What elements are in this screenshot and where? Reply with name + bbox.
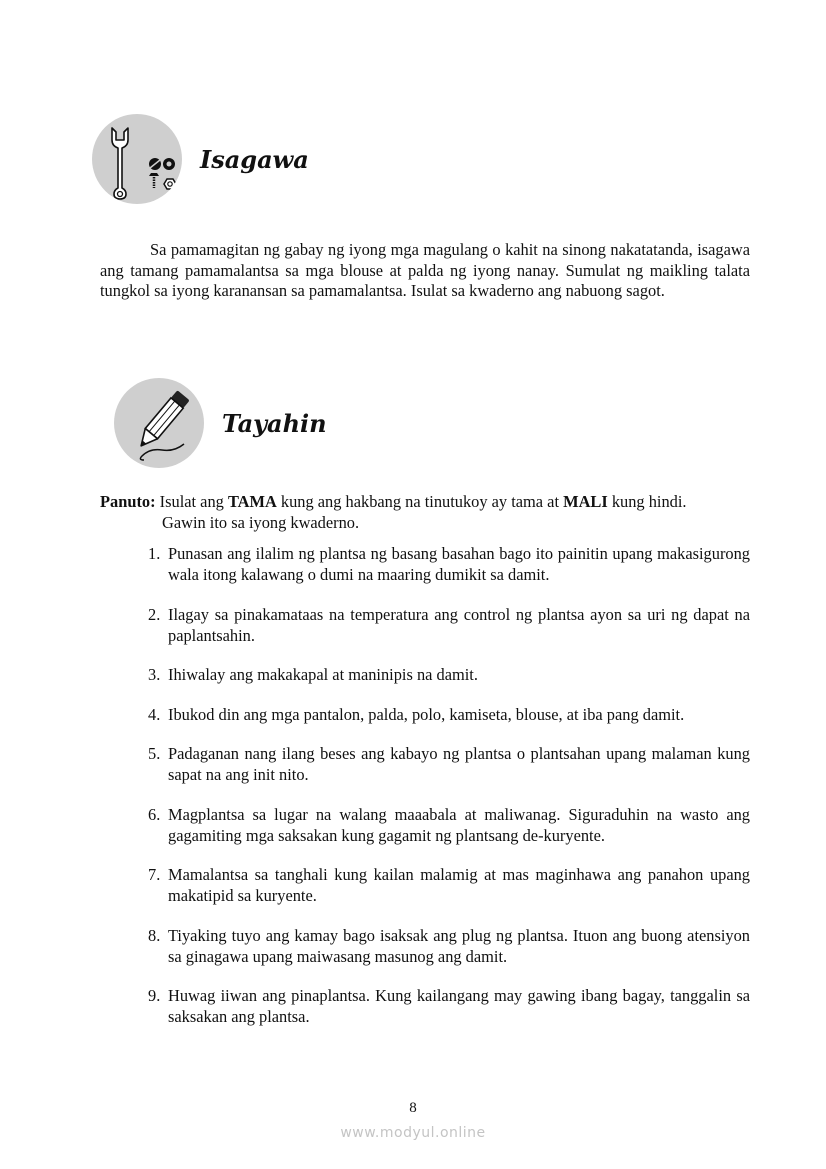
list-item (148, 664, 750, 685)
item-text: Huwag iiwan ang pinaplantsa. Kung kailangang may gawing ibang bagay, tanggalin sa saksakan ang plantsa. (168, 986, 750, 1026)
tayahin-header (114, 378, 327, 468)
item-text: Ihiwalay ang makakapal at maninipis na damit. (168, 665, 478, 684)
item-number: 7. (148, 865, 161, 884)
item-text: Mamalantsa sa tanghali kung kailan malamig at mas maginhawa ang panahon upang makatipid sa kuryente. (168, 865, 750, 905)
list-item (148, 985, 750, 1027)
wrench-and-bolts-icon (92, 114, 182, 204)
list-item (148, 864, 750, 906)
page-number: 8 (409, 1100, 417, 1116)
instructions-line-2: Gawin ito sa iyong kwaderno. (162, 513, 360, 532)
section-title-tayahin: Tayahin (222, 408, 327, 438)
list-item (148, 704, 750, 725)
instructions-text: Isulat ang (155, 492, 228, 511)
item-number: 6. (148, 804, 161, 824)
item-number: 2. (148, 604, 161, 624)
item-text: Ibukod din ang mga pantalon, palda, polo, kamiseta, blouse, at iba pang damit. (168, 704, 685, 724)
list-item (148, 743, 750, 785)
section-title-isagawa: Isagawa (200, 144, 309, 174)
isagawa-header (92, 114, 309, 204)
item-text: Tiyaking tuyo ang kamay bago isaksak ang plug ng plantsa. Ituon ang buong atensiyon sa ginagawa upang maiwasang masunog ang damit. (168, 925, 750, 966)
keyword-tama: TAMA (227, 492, 277, 511)
isagawa-paragraph: Sa pamamagitan ng gabay ng iyong mga magulang o kahit na sinong nakatatanda, isagawa ang tamang pamamalantsa sa mga blouse at palda ng iyong nanay. Sumulat ng maikling talata tungkol sa iyong karanansan sa pamamalantsa. Isulat sa kwaderno ang nabuong sagot. (100, 240, 750, 301)
keyword-mali: MALI (563, 492, 608, 511)
item-number: 4. (148, 704, 161, 724)
instructions-text: kung ang hakbang na tinutukoy ay tama at (276, 492, 564, 511)
item-text: Ilagay sa pinakamataas na temperatura ang control ng plantsa ayon sa uri ng dapat na paplantsahin. (168, 604, 750, 645)
assessment-list (148, 543, 750, 1046)
item-number: 8. (148, 925, 161, 945)
item-text: Magplantsa sa lugar na walang maaabala at maliwanag. Siguraduhin na wasto ang gagamiting mga saksakan kung gagamit ng plantsang de-kuryente. (168, 804, 750, 845)
item-number: 3. (148, 665, 161, 684)
item-number: 1. (148, 544, 161, 563)
watermark: www.modyul.online (340, 1125, 486, 1141)
instructions-label: Panuto: (100, 492, 156, 511)
instructions (100, 491, 752, 533)
list-item (148, 543, 750, 585)
instructions-text: kung hindi. (607, 492, 687, 511)
list-item (148, 804, 750, 846)
item-number: 5. (148, 744, 161, 763)
list-item (148, 925, 750, 967)
pencil-icon (114, 378, 204, 468)
list-item (148, 604, 750, 646)
item-text: Punasan ang ilalim ng plantsa ng basang basahan bago ito painitin upang makasigurong wala itong kalawang o dumi na maaring dumikit sa damit. (168, 544, 750, 584)
item-number: 9. (148, 986, 161, 1005)
item-text: Padaganan nang ilang beses ang kabayo ng plantsa o plantsahan upang malaman kung sapat na ang init nito. (168, 744, 750, 784)
